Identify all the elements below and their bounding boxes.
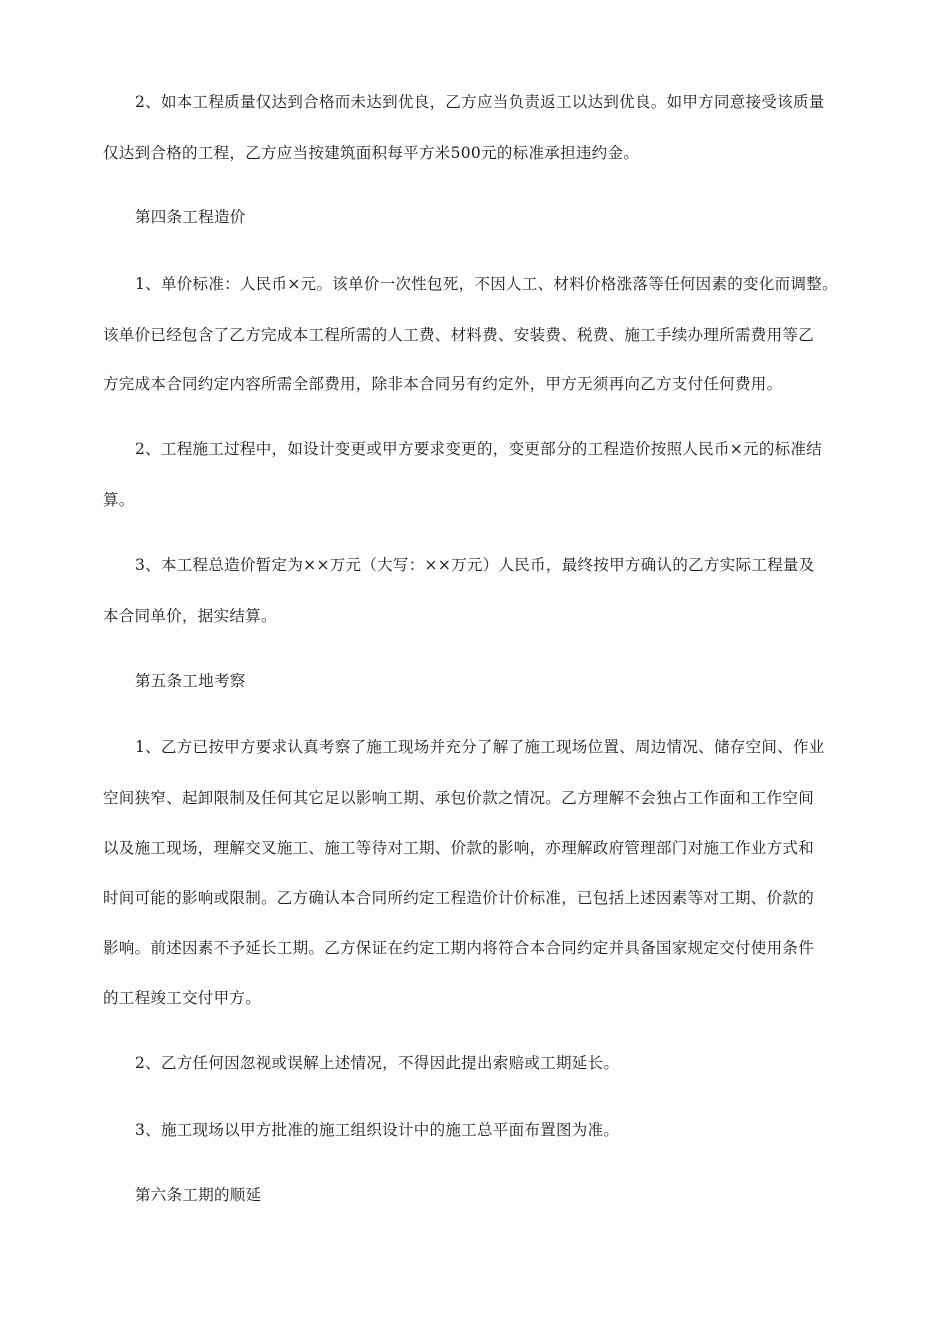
section-heading: 第四条工程造价 (135, 208, 246, 226)
paragraph-line: 3、本工程总造价暂定为××万元（大写：××万元）人民币，最终按甲方确认的乙方实际工程量及 (135, 556, 815, 574)
paragraph-line: 1、乙方已按甲方要求认真考察了施工现场并充分了解了施工现场位置、周边情况、储存空间、作业 (135, 738, 825, 756)
paragraph-line: 仅达到合格的工程，乙方应当按建筑面积每平方米500元的标准承担违约金。 (103, 144, 640, 162)
paragraph-line: 方完成本合同约定内容所需全部费用，除非本合同另有约定外，甲方无须再向乙方支付任何费用。 (103, 375, 783, 393)
paragraph-line: 1、单价标准：人民币×元。该单价一次性包死，不因人工、材料价格涨落等任何因素的变化而调整。 (135, 275, 838, 293)
section-heading: 第六条工期的顺延 (135, 1186, 262, 1204)
paragraph-line: 3、施工现场以甲方批准的施工组织设计中的施工总平面布置图为准。 (135, 1121, 620, 1139)
paragraph-line: 该单价已经包含了乙方完成本工程所需的人工费、材料费、安装费、税费、施工手续办理所需费用等乙 (103, 326, 815, 344)
paragraph-line: 影响。前述因素不予延长工期。乙方保证在约定工期内将符合本合同约定并具备国家规定交付使用条件 (103, 939, 815, 957)
paragraph-line: 算。 (103, 491, 135, 509)
paragraph-line: 时间可能的影响或限制。乙方确认本合同所约定工程造价计价标准，已包括上述因素等对工期、价款的 (103, 889, 815, 907)
paragraph-line: 2、工程施工过程中，如设计变更或甲方要求变更的，变更部分的工程造价按照人民币×元的标准结 (135, 440, 823, 458)
paragraph-line: 的工程竣工交付甲方。 (103, 989, 262, 1007)
paragraph-line: 以及施工现场，理解交叉施工、施工等待对工期、价款的影响，亦理解政府管理部门对施工作业方式和 (103, 839, 815, 857)
paragraph-line: 2、如本工程质量仅达到合格而未达到优良，乙方应当负责返工以达到优良。如甲方同意接受该质量 (135, 93, 825, 111)
paragraph-line: 空间狭窄、起卸限制及任何其它足以影响工期、承包价款之情况。乙方理解不会独占工作面和工作空间 (103, 789, 815, 807)
paragraph-line: 2、乙方任何因忽视或误解上述情况，不得因此提出索赔或工期延长。 (135, 1054, 620, 1072)
paragraph-line: 本合同单价，据实结算。 (103, 607, 277, 625)
section-heading: 第五条工地考察 (135, 672, 246, 690)
